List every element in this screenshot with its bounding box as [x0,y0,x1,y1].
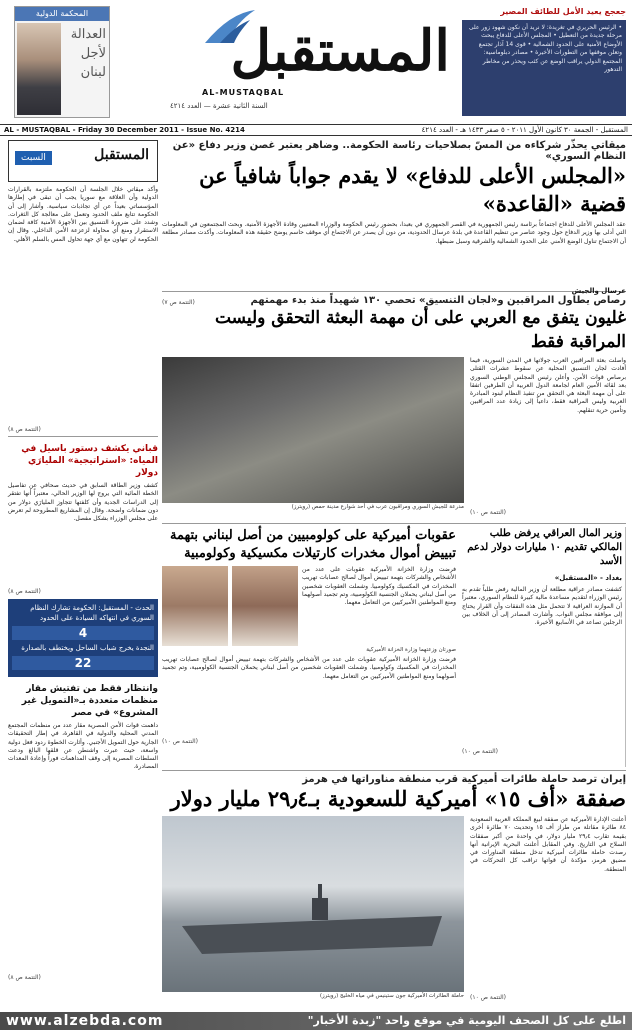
sidebar-headline-2: وانتظار فقط من تفتيش مقار منظمات متعددة بـ«التمويل غير المشروع» في مصر [21,684,158,718]
story1-kicker: ميقاتي يحذّر شركاءه من المسّ بصلاحيات رئاسة الحكومة.. وضاهر يعتبر غصن وزير دفاع «عن النظام السوري» [172,140,626,162]
divider [162,770,626,771]
story-syria-observers [162,295,626,520]
story3-caption: صورتان وزعتهما وزارة الخزانة الأميركية [366,647,456,653]
poll-number-2: 22 [12,656,154,670]
continuation: (التتمة ص ٨) [8,974,41,981]
logo-text: المستقبل [230,18,450,84]
main-content [162,140,626,1020]
logo-area [130,8,460,108]
justice-line: لأجل [80,46,106,61]
ad-day: السبت [15,151,52,165]
continuation: (التتمة ص ١٠) [470,509,507,516]
carrier-ship-icon [162,816,464,992]
story2-caption: مدرعة للجيش السوري ومراقبون عرب في أحد شوارع مدينة حمص (رويترز) [291,504,464,510]
top-news-box [462,6,626,118]
poll-number-1: 4 [12,626,154,640]
divider [162,291,626,292]
story2-kicker: رصاص يطاول المراقبين و«لجان التنسيق» تحصي ١٣٠ شهيداً منذ بدء مهمتهم [250,295,626,306]
justice-slogan [58,25,106,82]
story5-photo [162,816,464,992]
poll-box [8,599,158,677]
issue-info: السنة الثانية عشرة — العدد ٤٢١٤ [170,102,268,110]
masthead [0,0,632,122]
story3-body-continued: فرضت وزارة الخزانة الأميركية عقوبات على عدد من الأشخاص والشركات بتهمة تبييض أموال لصالح عصابات تهريب المخدرات في المكسيك وكولومبيا. وشملت العقوبات شخصين من أصل لبناني يحملان الجنسية الكولومبية، وتم تجميد أصولهما ومنع المواطنين الأميركيين من التعامل معهما. [162,656,456,680]
story-f15-deal [162,774,626,1024]
story2-row [162,357,626,516]
footer-banner[interactable] [0,1012,632,1030]
sidebar-headline-1: قباني يكشف دستور باسيل في المياه: «استراتيجية» المليارَي دولار [21,444,158,478]
divider [8,436,158,437]
story3-photos [162,566,456,646]
story5-caption: حاملة الطائرات الأميركية جون ستينيس في مياه الخليج (رويترز) [319,993,464,999]
dateline-bar [0,124,632,136]
stories-middle-row [162,527,626,767]
story5-kicker: إيران ترصد حاملة طائرات أميركية قرب منطقة مناوراتها في هرمز [302,774,626,785]
ad-logo: المستقبل [94,147,149,163]
story2-body: واصلت بعثة المراقبين العرب جولاتها في المدن السورية، فيما أفادت لجان التنسيق المحلية عن سقوط عشرات القتلى برصاص قوات الأمن. وأعلن رئيس المجلس الوطني السوري بعد لقائه الأمين العام لجامعة الدول العربية أن الطرفين اتفقا على أن مهمة البعثة هي التحقق من تنفيذ النظام لبنود المبادرة العربية وليس المراقبة فقط، داعياً إلى زيادة عدد المراقبين وتأمين حرية تنقلهم. [470,357,626,414]
sidebar-article-3: داهمت قوات الأمن المصرية مقار عدد من منظمات المجتمع المدني المحلية والدولية في القاهرة، في إطار التحقيقات الجارية حول التمويل الأجنبي. وأثارت الخطوة ردود فعل دولية واسعة، حيث عبرت واشنطن عن قلقها البالغ ودعت السلطات المصرية إلى وقف المداهمات فوراً وإعادة المعدات المصادرة. [8,722,158,771]
story4-headline: وزير المال العراقي يرفض طلب المالكي تقديم ١٠ مليارات دولار لدعم الأسد [467,528,622,567]
continuation: (التتمة ص ٨) [8,426,41,433]
story4-body: كشفت مصادر عراقية مطلعة أن وزير المالية رفض طلباً تقدم به رئيس الوزراء لتقديم مساعدة مالية كبيرة للنظام السوري، معتبراً أن الموازنة العراقية لا تتحمل مثل هذه النفقات وأن القرار يحتاج إلى موافقة مجلس النواب. وأشارت المصادر إلى أن الخلاف بين الرجلين تصاعد في الأسابيع الأخيرة. [462,586,622,627]
footer-url-link[interactable]: www.alzebda.com [6,1013,164,1029]
top-news-body: • الرئيس الحريري في تغريدة: لا نريد أن نكون شهود زور على مرحلة جديدة من التعطيل • المجلس الأعلى للدفاع يبحث الأوضاع الأمنية على الحدود الشمالية • قوى 14 آذار تجتمع وتعلن موقفها من التطورات الأخيرة • مصادر دبلوماسية: المجتمع الدولي يراقب الوضع عن كثب ويحذر من مخاطر التدهور [462,20,626,116]
story2-photo [162,357,464,503]
story5-body: أعلنت الإدارة الأميركية عن صفقة لبيع المملكة العربية السعودية ٨٤ طائرة مقاتلة من طراز أف ١٥ وتحديث ٧٠ طائرة أخرى بقيمة تقارب ٢٩٫٤ مليار دولار، في واحدة من أكبر صفقات السلاح في التاريخ. وفي المقابل أعلنت البحرية الإيرانية أنها رصدت حاملة طائرات أميركية تدخل منطقة المناورات في مضيق هرمز، مؤكدة أن قواتها تراقب كل التحركات في المنطقة. [470,816,626,873]
story5-row [162,816,626,1001]
story5-headline: صفقة «أف ١٥» أميركية للسعودية بـ٢٩٫٤ مليار دولار [170,786,626,811]
continuation: (التتمة ص ١٠) [462,748,499,755]
justice-line: لبنان [80,65,106,80]
divider [162,523,626,524]
tribunal-box [14,6,110,118]
top-news-title: جعجع يعيد الأمل للطائف المصير [500,7,626,16]
continuation: (التتمة ص ١٠) [470,994,507,1001]
story3-body: فرضت وزارة الخزانة الأميركية عقوبات على عدد من الأشخاص والشركات بتهمة تبييض أموال لصالح عصابات تهريب المخدرات في المكسيك وكولومبيا. وشملت العقوبات شخصين من أصل لبناني يحملان الجنسية الكولومبية، وتم تجميد أصولهما ومنع المواطنين الأميركيين من التعامل معهما. [302,566,456,607]
continuation: (التتمة ص ٧) [162,299,195,306]
poll-question-2: النجدة يخرج شباب الساحل ويختطف بالصدارة [21,644,154,652]
story-us-sanctions [162,527,456,767]
story-iraq-finance [462,527,626,767]
sidebar-article-1: وأكد ميقاتي خلال الجلسة أن الحكومة ملتزمة بالقرارات الدولية وأن العلاقة مع سوريا يجب أن تبقى في إطارها المؤسساتي بعيداً عن أي تجاذبات سياسية. وأشار إلى أن الحكومة تتابع ملف الحدود وتعمل على معالجة كل الثغرات. وشدد على ضرورة التنسيق بين الأجهزة الأمنية كافة لضمان الاستقرار ومنع أي محاولة لزعزعة الأمن الداخلي. وقال إن الحكومة لن تتهاون مع أي جهة تحاول المس بالسلم الأهلي. [8,186,158,243]
tribunal-title: المحكمة الدولية [15,7,109,21]
story4-dateline: بغداد - «المستقبل» [554,574,622,582]
story1-subhead: عرسال والجيش [571,287,626,295]
left-sidebar [8,140,158,1015]
story3-photo-1 [162,566,228,646]
portrait-photo [17,23,61,115]
sidebar-article-2: كشف وزير الطاقة السابق في حديث صحافي عن تفاصيل الخطة المائية التي يروج لها الوزير الحالي، معتبراً أنها تفتقر إلى الدراسات الجدية وأن كلفتها تتجاوز المليارَي دولار من دون ضمانات واضحة. وقال إن المشاريع المطروحة لم تعرض على مجلس الوزراء بشكل مفصل. [8,482,158,523]
justice-line: العدالة [70,27,106,42]
continuation: (التتمة ص ١٠) [162,738,199,745]
dateline-ar: المستقبل - الجمعة ٣٠ كانون الأول ٢٠١١ - ٥ صفر ١٤٣٣ هـ - العدد ٤٢١٤ [421,126,628,134]
story2-headline: غليون يتفق مع العربي على أن مهمة البعثة التحقق وليست المراقبة فقط [214,308,626,352]
continuation: (التتمة ص ٨) [8,588,41,595]
footer-promo-text: اطلع على كل الصحف اليومية في موقع واحد "زبدة الأخبار" [307,1014,626,1027]
story1-headline: «المجلس الأعلى للدفاع» لا يقدم جواباً شافياً عن قضية «القاعدة» [199,163,626,216]
ad-box [8,140,158,182]
poll-question-1: الحدث - المستقبل: الحكومة تشارك النظام السوري في انتهاكه السيادة على الحدود [30,604,154,622]
dateline-en: AL - MUSTAQBAL - Friday 30 December 2011 - Issue No. 4214 [4,126,245,134]
story1-body: عقد المجلس الأعلى للدفاع اجتماعاً برئاسة رئيس الجمهورية في القصر الجمهوري في بعبدا، بحضور رئيس الحكومة والوزراء المعنيين وقادة الأجهزة الأمنية. وبحث المجتمعون في المعلومات التي أدلى بها وزير الدفاع حول وجود عناصر من تنظيم القاعدة في بلدة عرسال الحدودية، من دون أن يصدر عن الاجتماع أي موقف حاسم يوضح حقيقة هذه المعلومات. وأكدت مصادر مطلعة أن الاجتماع تناول الوضع الأمني على الحدود الشمالية والشرقية وسبل ضبطها. [162,221,626,245]
story3-photo-2 [232,566,298,646]
logo-latin: AL-MUSTAQBAL [202,88,285,97]
story3-headline: عقوبات أميركية على كولومبيين من أصل لبناني بتهمة تبييض أموال مخدرات كارتيلات مكسيكية وكولومبية [170,528,456,561]
